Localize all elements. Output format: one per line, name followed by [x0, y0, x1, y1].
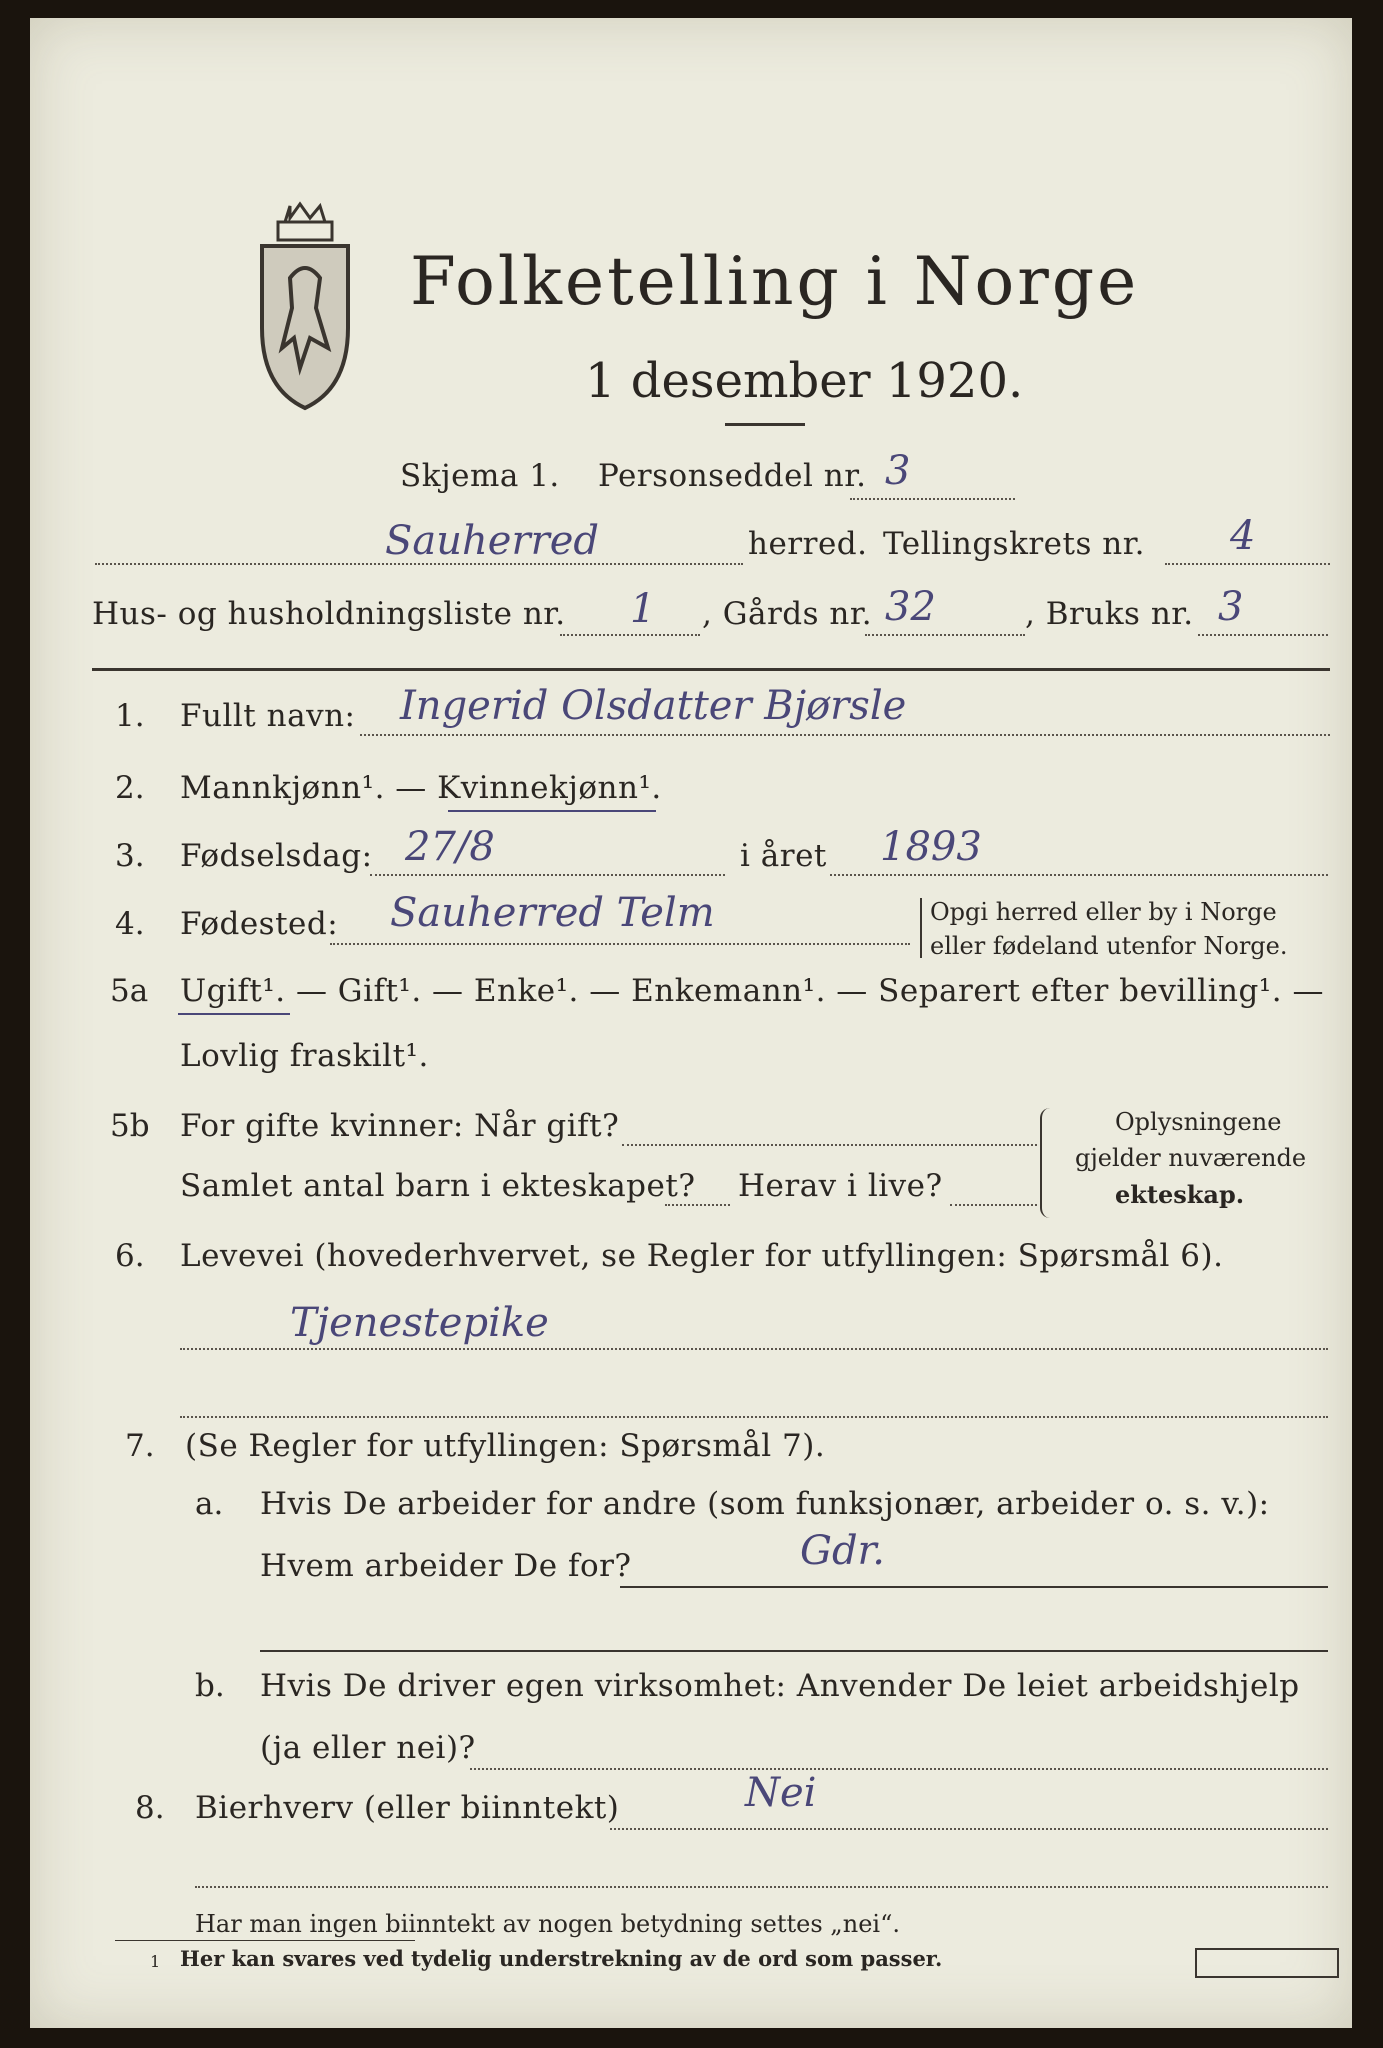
q7-label: (Se Regler for utfyllingen: Spørsmål 7).	[185, 1428, 826, 1464]
tellingskrets-value: 4	[1230, 513, 1256, 559]
q2-label: Mannkjønn¹. — Kvinnekjønn¹.	[180, 770, 662, 806]
q5b-label: For gifte kvinner: Når gift?	[180, 1108, 620, 1144]
q5b-live-line	[950, 1204, 1037, 1206]
q7a-label-line2: Hvem arbeider De for?	[260, 1548, 632, 1584]
q5b-brace	[1040, 1108, 1056, 1218]
q3-number: 3.	[115, 838, 145, 874]
q5b-number: 5b	[110, 1108, 150, 1144]
hus-value: 1	[630, 586, 656, 632]
herred-label: herred.	[748, 526, 868, 562]
q3-year-label: i året	[740, 838, 827, 874]
q6-number: 6.	[115, 1238, 145, 1274]
q3-value: 27/8	[405, 824, 495, 870]
gards-line	[865, 634, 1025, 636]
printer-stamp	[1195, 1948, 1339, 1978]
q3-line	[370, 874, 725, 876]
q5b-note-line3: ekteskap.	[1115, 1180, 1245, 1209]
q1-number: 1.	[115, 698, 145, 734]
q2-number: 2.	[115, 770, 145, 806]
q6-line1	[180, 1348, 1328, 1350]
title-divider	[725, 423, 805, 426]
q4-line	[330, 943, 910, 945]
gards-label: , Gårds nr.	[702, 596, 873, 632]
q4-label: Fødested:	[180, 906, 339, 942]
herred-value: Sauherred	[385, 518, 599, 564]
q8-line2	[195, 1886, 1328, 1888]
q7b-letter: b.	[195, 1668, 225, 1704]
hus-label: Hus- og husholdningsliste nr.	[92, 596, 566, 632]
personseddel-label: Personseddel nr.	[598, 458, 867, 494]
q8-value: Nei	[745, 1770, 817, 1816]
q5b-barn-line	[665, 1204, 730, 1206]
page-title: Folketelling i Norge	[410, 243, 1140, 320]
personseddel-line	[850, 498, 1015, 500]
q7b-label: Hvis De driver egen virksomhet: Anvender De leiet arbeidshjelp	[260, 1668, 1300, 1704]
q7a-line2	[260, 1650, 1328, 1652]
q7a-label: Hvis De arbeider for andre (som funksjonær, arbeider o. s. v.):	[260, 1486, 1270, 1522]
q1-value: Ingerid Olsdatter Bjørsle	[400, 683, 907, 729]
q5b-label-line2: Samlet antal barn i ekteskapet?	[180, 1168, 696, 1204]
biinntekt-note: Har man ingen biinntekt av nogen betydning settes „nei“.	[195, 1910, 900, 1938]
q1-line	[360, 734, 1330, 736]
q7a-letter: a.	[195, 1486, 224, 1522]
q4-brace	[920, 898, 925, 958]
q7b-line	[470, 1768, 1328, 1770]
census-form-page	[30, 18, 1352, 2028]
q5a-label: Ugift¹. — Gift¹. — Enke¹. — Enkemann¹. — Separert efter bevilling¹. —	[180, 973, 1324, 1009]
tellingskrets-line	[1165, 563, 1330, 565]
q3-label: Fødselsdag:	[180, 838, 373, 874]
q5b-note-line2: gjelder nuværende	[1075, 1144, 1307, 1172]
skjema-label: Skjema 1.	[400, 458, 560, 494]
q5a-label-line2: Lovlig fraskilt¹.	[180, 1038, 429, 1074]
q3-year-value: 1893	[880, 824, 982, 870]
q4-value: Sauherred Telm	[390, 890, 715, 936]
q5b-note-line1: Oplysningene	[1115, 1108, 1282, 1136]
bruks-value: 3	[1218, 584, 1244, 630]
q7a-line	[620, 1586, 1328, 1588]
q3-year-line	[830, 874, 1328, 876]
hus-line	[560, 634, 700, 636]
q8-label: Bierhverv (eller biinntekt)	[195, 1790, 620, 1826]
q6-line2	[180, 1416, 1328, 1418]
q8-line	[610, 1828, 1328, 1830]
footnote-divider	[115, 1940, 415, 1941]
q5a-number: 5a	[110, 973, 149, 1009]
q7b-label-line2: (ja eller nei)?	[260, 1730, 476, 1766]
q4-note-line1: Opgi herred eller by i Norge	[930, 898, 1277, 926]
footnote-mark: 1	[150, 1952, 161, 1971]
header-divider	[92, 668, 1330, 671]
q4-number: 4.	[115, 906, 145, 942]
q6-value: Tjenestepike	[290, 1300, 549, 1346]
q8-number: 8.	[135, 1790, 165, 1826]
bruks-label: , Bruks nr.	[1025, 596, 1194, 632]
q7a-value: Gdr.	[800, 1528, 885, 1574]
q5a-ugift-underline	[178, 1013, 290, 1015]
norwegian-coat-of-arms-icon	[250, 198, 360, 418]
q5b-label-line3: Herav i live?	[738, 1168, 943, 1204]
q7-number: 7.	[125, 1428, 155, 1464]
bruks-line	[1198, 634, 1328, 636]
tellingskrets-label: Tellingskrets nr.	[883, 526, 1145, 562]
q1-label: Fullt navn:	[180, 698, 356, 734]
q5b-line	[622, 1144, 1037, 1146]
q2-kvinnekjonn-underline	[448, 810, 656, 812]
q6-label: Levevei (hovederhvervet, se Regler for utfyllingen: Spørsmål 6).	[180, 1238, 1224, 1274]
gards-value: 32	[885, 584, 936, 630]
census-date: 1 desember 1920.	[585, 353, 1024, 409]
footnote-text: Her kan svares ved tydelig understrekning av de ord som passer.	[180, 1946, 943, 1971]
personseddel-value: 3	[885, 448, 911, 494]
q4-note-line2: eller fødeland utenfor Norge.	[930, 932, 1288, 960]
